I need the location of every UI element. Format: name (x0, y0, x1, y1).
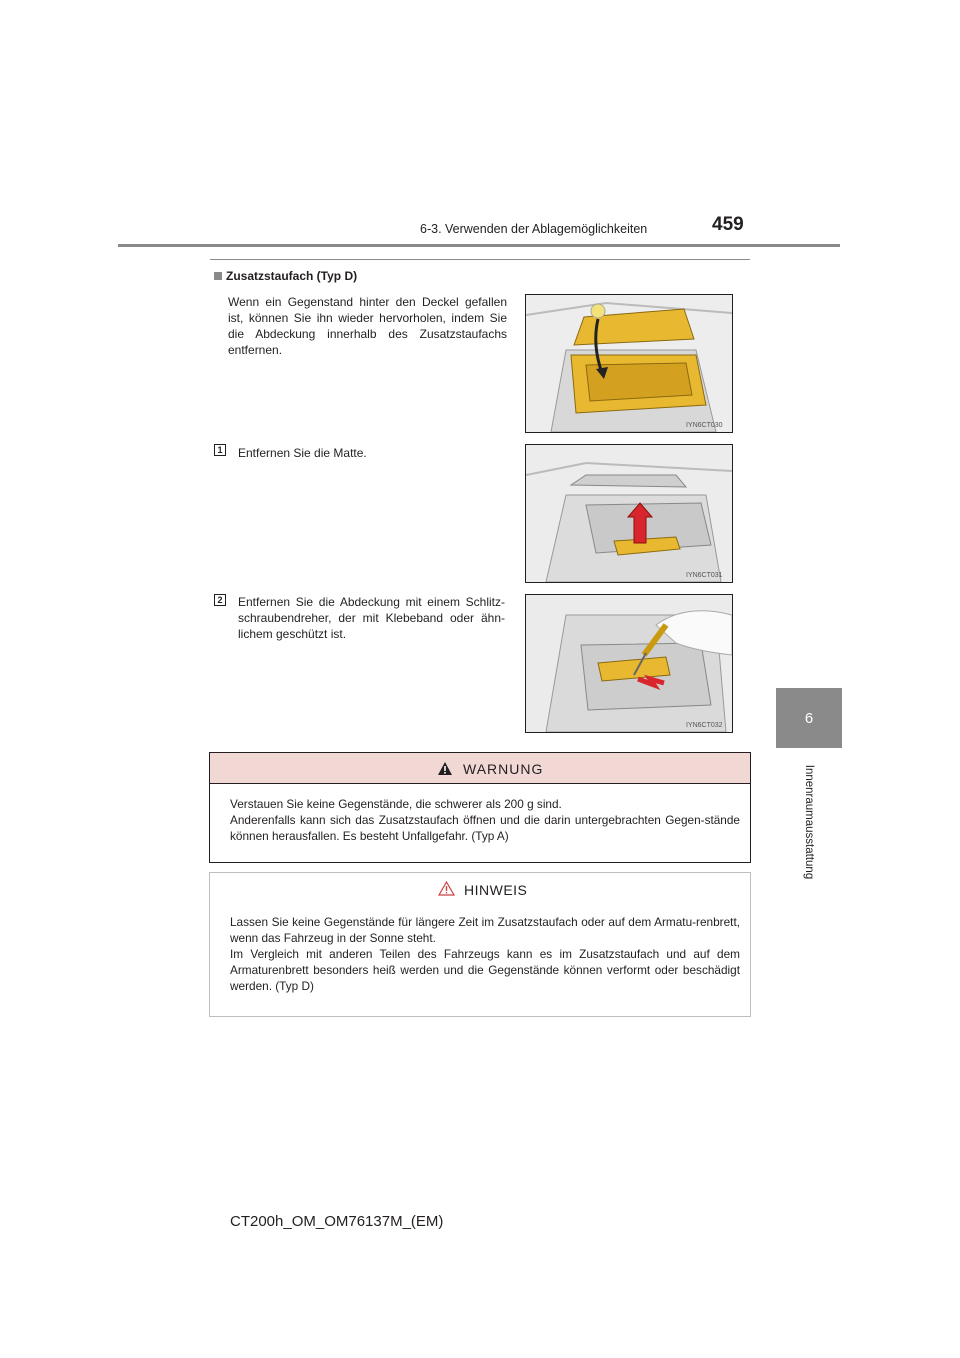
step-1-text: Entfernen Sie die Matte. (238, 446, 367, 460)
step-number-1: 1 (214, 444, 226, 456)
intro-paragraph: Wenn ein Gegenstand hinter den Deckel gefallen ist, können Sie ihn wieder hervorholen, indem Sie die Abdeckung innerhalb des Zusatzstaufachs entfernen. (228, 295, 507, 357)
figure-code-1: IYN6CT030 (686, 422, 723, 429)
warning-text-2: Anderenfalls kann sich das Zusatzstaufach öffnen und die darin untergebrachten Gegen-stände können herausfallen. Es besteht Unfallgefahr. (Typ A) (230, 813, 740, 843)
section-heading-text: Zusatzstaufach (Typ D) (226, 269, 358, 283)
section-rule (210, 259, 750, 260)
notice-text-2: Im Vergleich mit anderen Teilen des Fahrzeugs kann es im Zusatzstaufach und auf dem Armaturenbrett besonders heiß werden und die Gegenstände können verformt oder beschädigt werden. (Typ D) (230, 947, 740, 993)
warning-text-1: Verstauen Sie keine Gegenstände, die schwerer als 200 g sind. (230, 797, 562, 811)
page-number: 459 (712, 214, 744, 235)
chapter-tab (776, 688, 842, 748)
storage-compartment-open-lid-illustration (526, 295, 732, 432)
section-bullet-icon (214, 272, 222, 280)
figure-remove-mat (525, 444, 733, 583)
header-section-title: 6-3. Verwenden der Ablagemöglichkeiten (420, 222, 648, 236)
notice-box (209, 872, 751, 1017)
step-2-text (238, 594, 505, 642)
notice-text-1: Lassen Sie keine Gegenstände für längere Zeit im Zusatzstaufach oder auf dem Armatu-renbrett, wenn das Fahrzeug in der Sonne steht. (230, 915, 740, 945)
warning-triangle-icon (437, 761, 453, 776)
warning-title: WARNUNG (463, 761, 544, 777)
figure-remove-cover (525, 594, 733, 733)
step-2-text-content: Entfernen Sie die Abdeckung mit einem Schlitz-schraubendreher, der mit Klebeband oder ähn-lichem geschützt ist. (238, 595, 505, 641)
chapter-number: 6 (804, 709, 814, 727)
figure-code-2: IYN6CT031 (686, 572, 723, 579)
section-heading (214, 269, 357, 283)
header-rule (118, 244, 840, 247)
warning-header (210, 753, 750, 784)
chapter-label (795, 757, 823, 887)
footer-doc-code: CT200h_OM_OM76137M_(EM) (230, 1213, 444, 1230)
figure-storage-lid (525, 294, 733, 433)
figure-code-3: IYN6CT032 (686, 722, 723, 729)
warning-box (209, 752, 751, 863)
notice-title: HINWEIS (464, 882, 528, 898)
chapter-label-text: Innenraumausstattung (803, 764, 815, 880)
step-number-2: 2 (214, 594, 226, 606)
remove-mat-illustration (526, 445, 732, 582)
remove-cover-screwdriver-illustration (526, 595, 732, 732)
notice-triangle-icon (438, 881, 455, 896)
